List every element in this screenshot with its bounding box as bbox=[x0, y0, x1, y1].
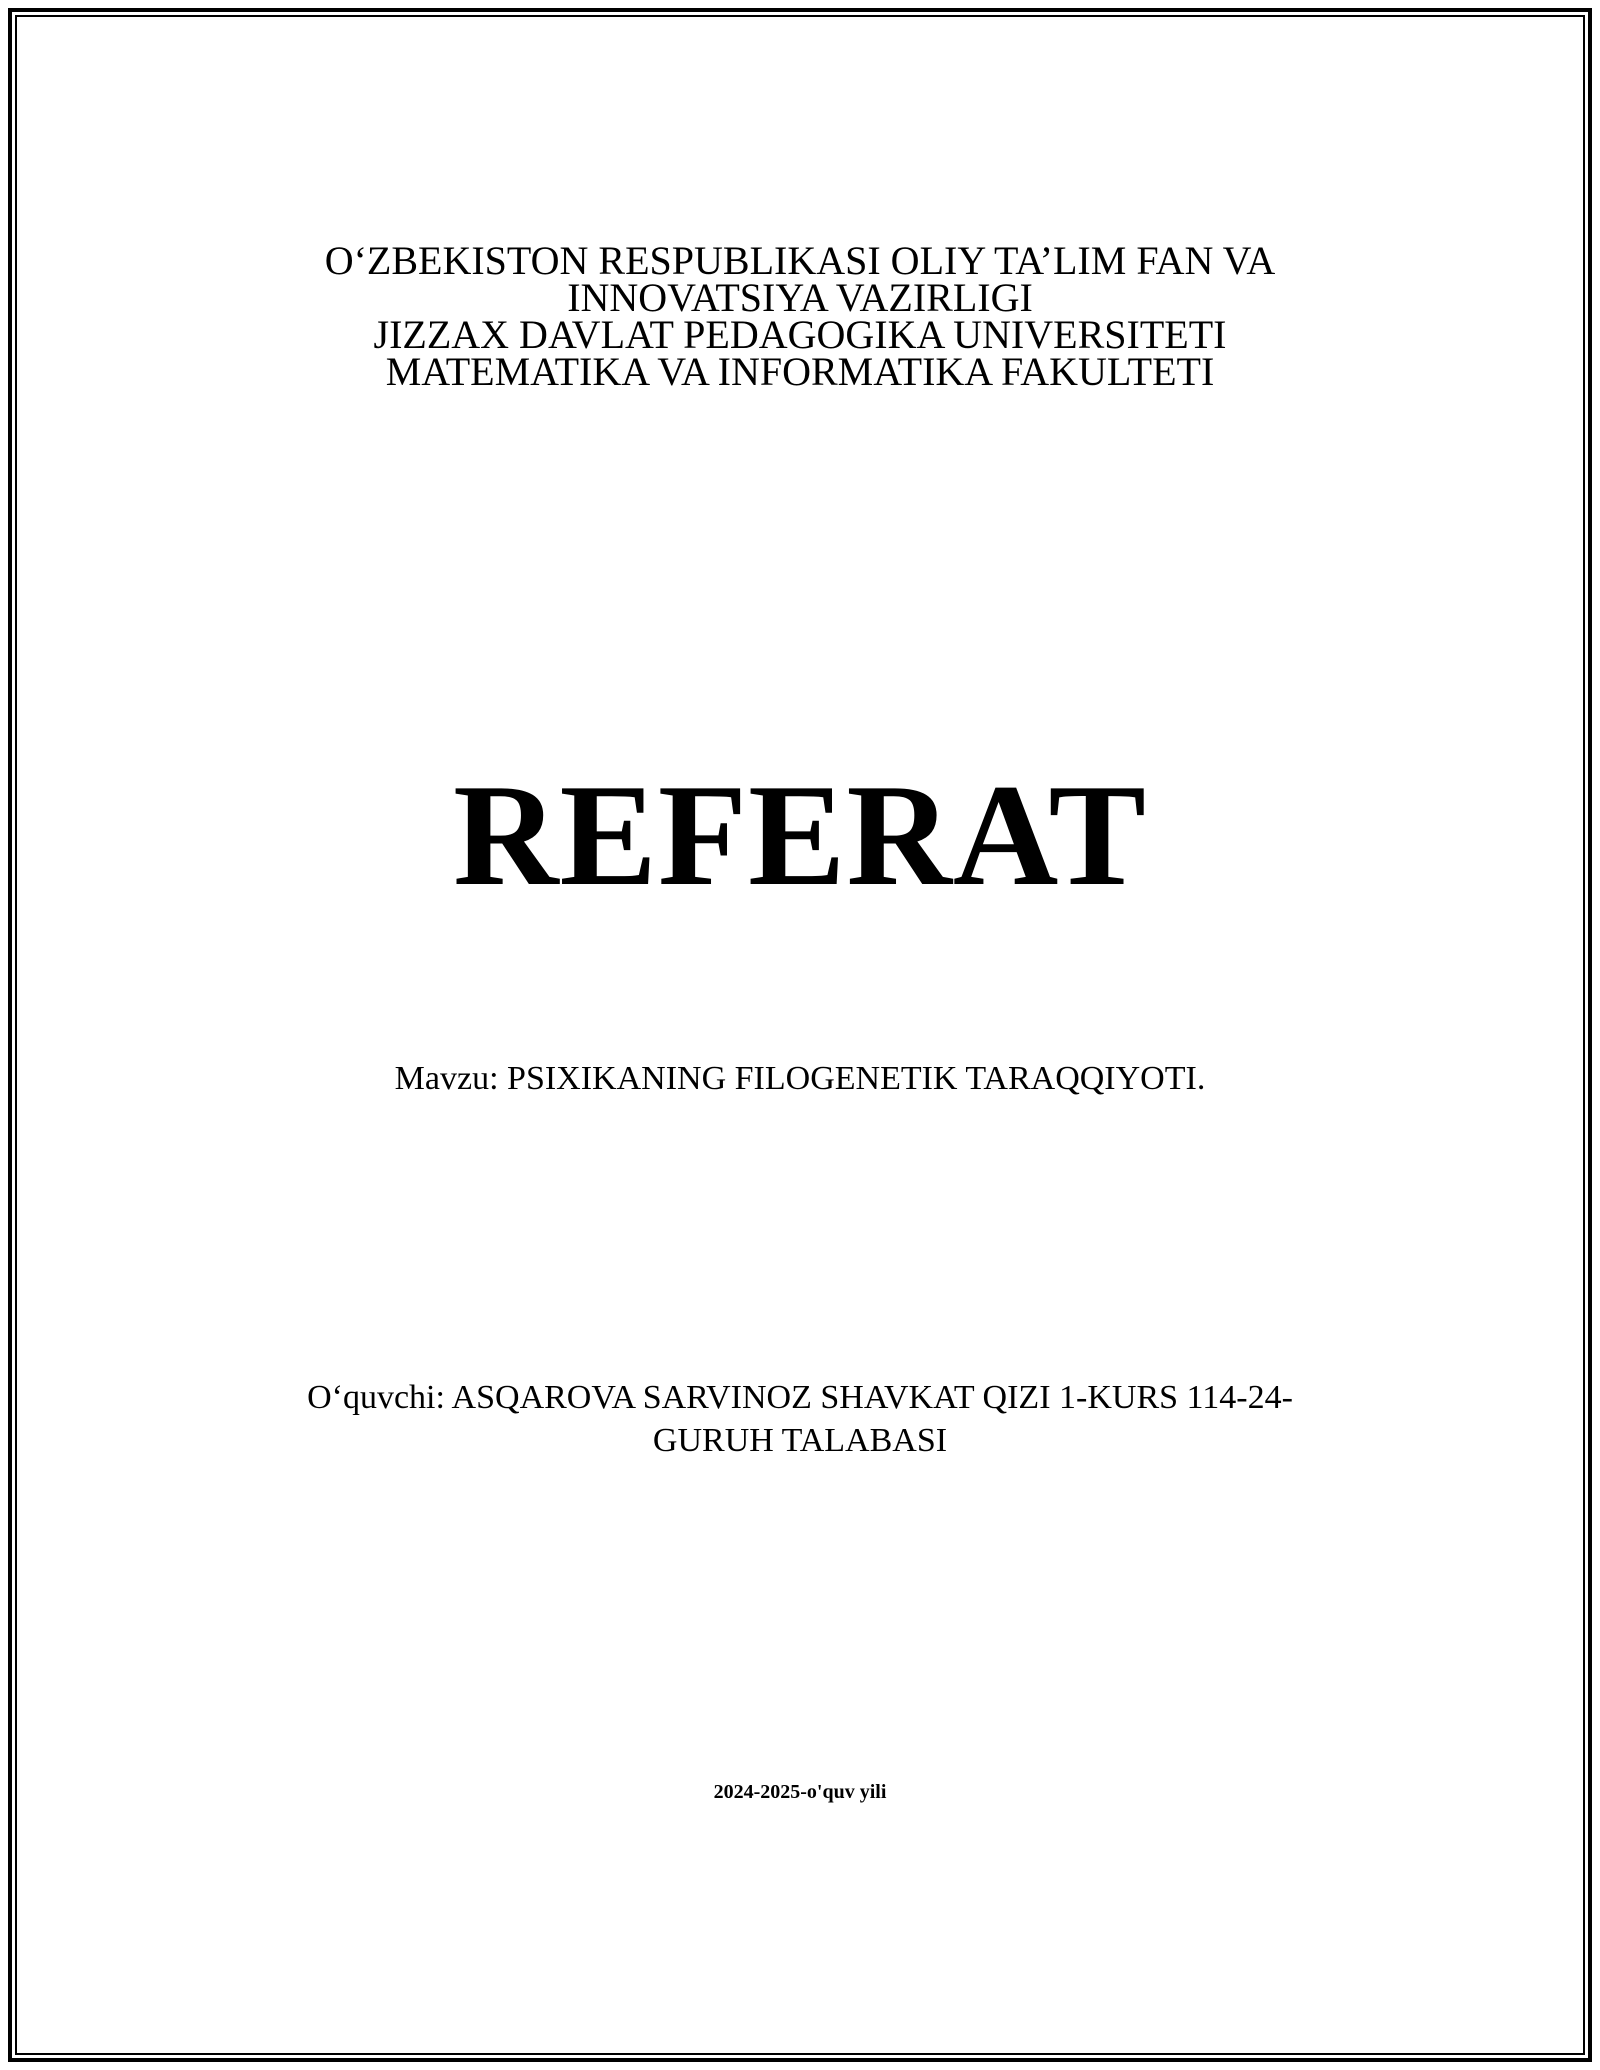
institution-header bbox=[0, 238, 1600, 394]
student-info bbox=[0, 1376, 1600, 1462]
topic-line: Mavzu: PSIXIKANING FILOGENETIK TARAQQIYOTI. bbox=[394, 1060, 1206, 1097]
document-title: REFERAT bbox=[453, 754, 1147, 916]
header-line-university: JIZZAX DAVLAT PEDAGOGIKA UNIVERSITETI bbox=[373, 312, 1227, 357]
student-line-group: GURUH TALABASI bbox=[652, 1422, 948, 1459]
header-line-ministry: O‘ZBEKISTON RESPUBLIKASI OLIY TA’LIM FAN VA bbox=[324, 238, 1276, 283]
student-line-name: O‘quvchi: ASQAROVA SARVINOZ SHAVKAT QIZI 1-KURS 114-24- bbox=[307, 1379, 1293, 1416]
header-line-ministry-cont: INNOVATSIYA VAZIRLIGI bbox=[567, 275, 1033, 320]
academic-year: 2024-2025-o'quv yili bbox=[713, 1781, 887, 1803]
header-line-faculty: MATEMATIKA VA INFORMATIKA FAKULTETI bbox=[385, 349, 1215, 394]
